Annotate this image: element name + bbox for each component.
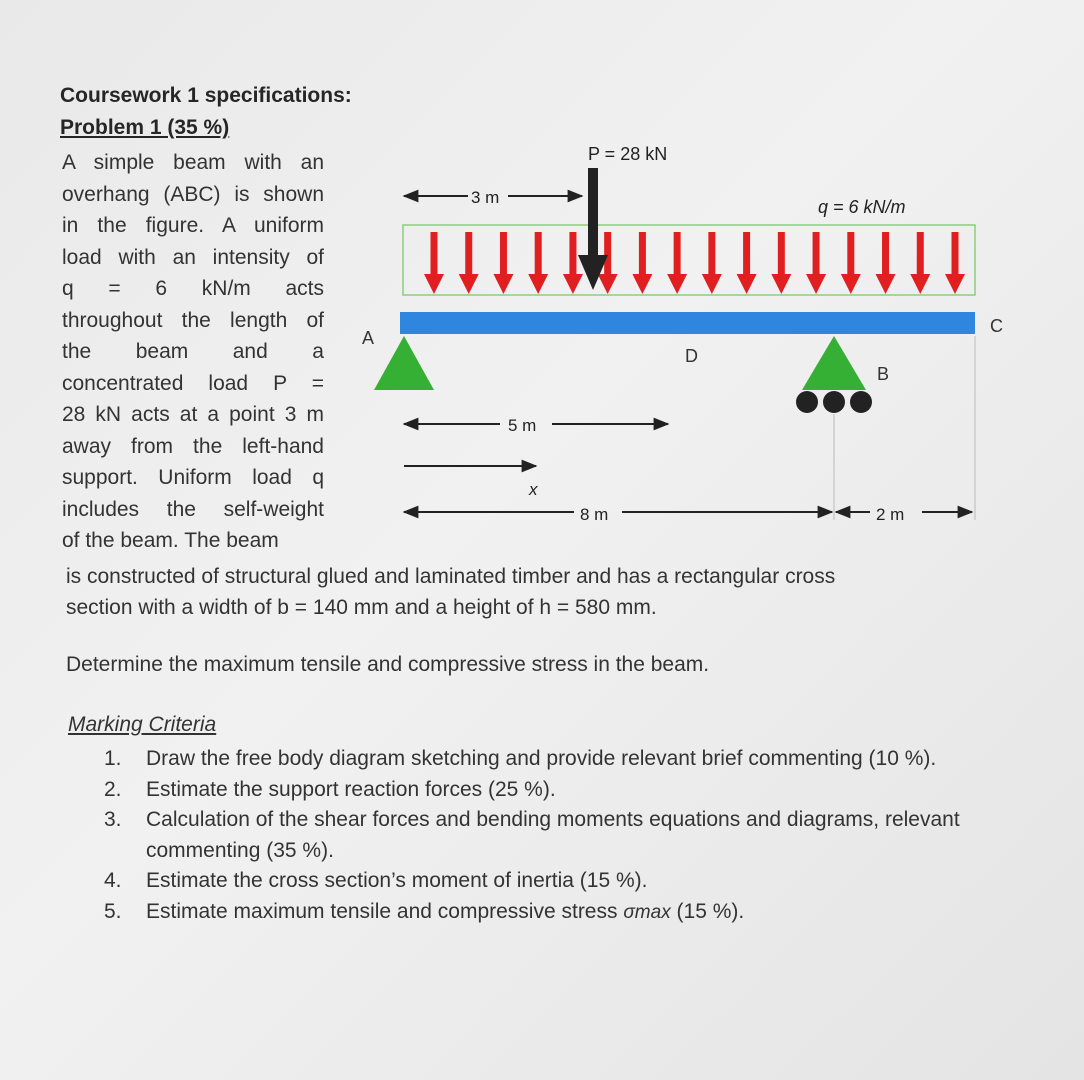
load-arrow-head [876,274,896,294]
load-arrow-shaft [847,232,854,276]
criteria-number: 5. [104,899,122,923]
paragraph-line: 28 kN acts at a point 3 m [62,403,324,426]
criteria-item [104,866,994,897]
load-arrow-head [563,274,583,294]
load-arrow-head [910,274,930,294]
load-arrow-shaft [743,232,750,276]
criteria-number: 1. [104,747,122,770]
marking-criteria-title: Marking Criteria [68,713,217,736]
paragraph-line: load with an intensity of [62,245,324,269]
paragraph-line: support. Uniform load q [62,466,324,489]
criteria-item [104,744,994,775]
criteria-text: Estimate the support reaction forces (25 %). [146,777,556,801]
dim-2m-label: 2 m [876,505,905,524]
roller-support-b [802,336,866,390]
paragraph-line: concentrated load P = [62,371,324,395]
dim-x-label: x [529,480,538,499]
paragraph-line: the beam and a [62,340,324,363]
criteria-text: Estimate the cross section’s moment of inertia (15 %). [146,869,648,892]
dim-5m-label: 5 m [508,416,537,435]
load-arrow-shaft [604,232,611,276]
roller-wheel [850,391,872,413]
dim-8m-label: 8 m [580,505,609,524]
paragraph-line: q = 6 kN/m acts [62,277,324,300]
load-arrow-head [702,274,722,294]
label-a: A [362,328,375,348]
paragraph-line: section with a width of b = 140 mm and a height of h = 580 mm. [66,596,657,619]
load-arrow-head [493,274,513,294]
load-arrow-head [945,274,965,294]
load-arrow-head [424,274,444,294]
criteria-text: Draw the free body diagram sketching and provide relevant brief commenting (10 %). [146,747,937,770]
load-arrow-shaft [708,232,715,276]
load-arrow-head [771,274,791,294]
criteria-number: 3. [104,808,122,831]
label-b: B [877,364,890,384]
paragraph-line: includes the self-weight [62,497,324,521]
load-arrow-head [806,274,826,294]
load-arrow-head [841,274,861,294]
load-arrow-shaft [569,232,576,276]
criteria-text: Estimate maximum tensile and compressive stress [146,899,618,923]
point-load-shaft [588,168,598,258]
load-arrow-shaft [882,232,889,276]
load-arrow-head [598,274,618,294]
criteria-suffix: (15 %). [676,899,745,923]
marking-criteria-list [104,744,994,928]
problem-title: Problem 1 (35 %) [60,116,230,139]
criteria-number: 4. [104,869,122,892]
paragraph-line: in the figure. A uniform [62,214,324,237]
load-arrow-shaft [465,232,472,276]
load-arrow-head [632,274,652,294]
criteria-item [104,775,994,806]
paragraph-line: A simple beam with an [62,151,324,174]
paragraph-line: away from the left-hand [62,434,324,458]
load-arrow-head [459,274,479,294]
label-c: C [990,316,1003,336]
paragraph-continued [66,561,996,623]
load-arrow-head [667,274,687,294]
label-d: D [685,346,698,366]
paragraph-line: throughout the length of [62,308,324,332]
load-arrow-shaft [639,232,646,276]
point-load-label: P = 28 kN [588,144,668,164]
load-arrow-shaft [674,232,681,276]
beam [400,312,975,334]
paragraph-line: is constructed of structural glued and laminated timber and has a rectangular cross [66,565,836,588]
criteria-text: Calculation of the shear forces and bending moments equations and diagrams, relevant commenting (35 %). [146,808,960,862]
roller-wheel [823,391,845,413]
distributed-load-arrows [424,232,965,294]
load-arrow-shaft [813,232,820,276]
criteria-item [104,897,994,929]
load-arrow-head [737,274,757,294]
criteria-number: 2. [104,777,122,801]
pin-support-a [374,336,434,390]
sigma-max-symbol: σmax [623,901,671,923]
load-arrow-shaft [952,232,959,276]
paragraph-line: of the beam. The beam [62,529,279,552]
coursework-heading: Coursework 1 specifications: [60,84,352,107]
load-arrow-shaft [778,232,785,276]
dim-3m-label: 3 m [471,188,500,207]
criteria-item [104,805,994,866]
load-arrow-head [528,274,548,294]
roller-wheel [796,391,818,413]
question-text: Determine the maximum tensile and compressive stress in the beam. [66,653,710,676]
load-arrow-shaft [535,232,542,276]
paragraph-line: overhang (ABC) is shown [62,182,324,206]
load-arrow-shaft [917,232,924,276]
load-arrow-shaft [500,232,507,276]
distributed-load-label: q = 6 kN/m [818,197,906,217]
load-arrow-shaft [431,232,438,276]
